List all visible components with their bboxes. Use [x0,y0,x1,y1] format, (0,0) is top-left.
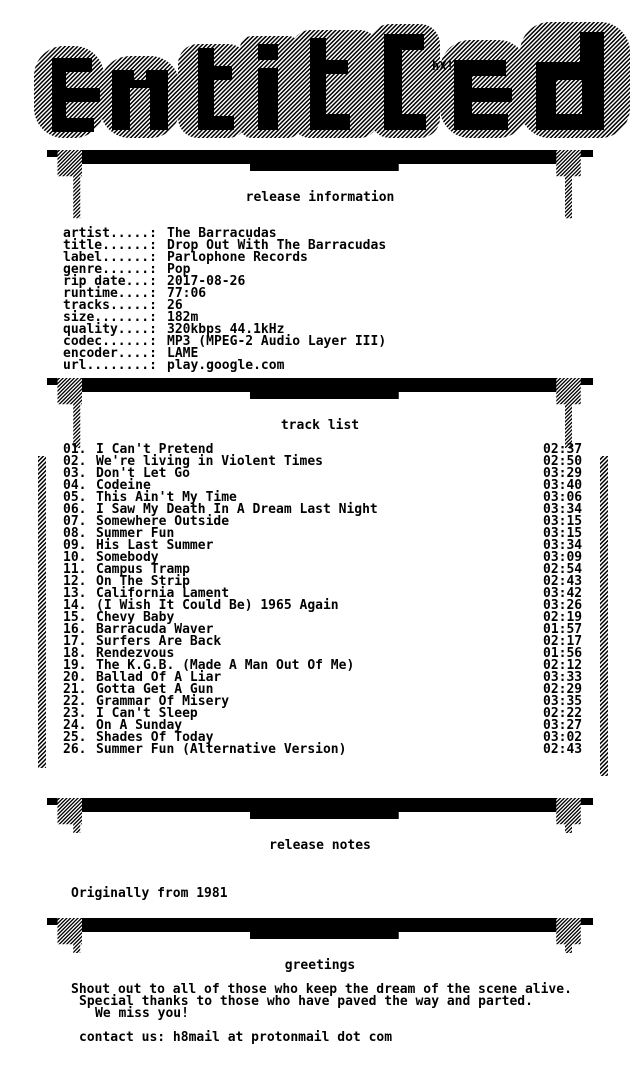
track-title: I Can't Pretend [96,442,214,457]
track-duration: 01:56 [543,646,583,661]
release-info-key: codec......: [63,334,157,349]
greetings-line-3: We miss you! [95,1006,189,1021]
track-title: Shades Of Today [96,730,214,745]
release-info-key: tracks.....: [63,298,157,313]
release-info-key: quality....: [63,322,157,337]
track-duration: 02:50 [543,454,583,469]
track-title: Summer Fun (Alternative Version) [96,742,347,757]
track-number: 25. [63,730,87,745]
heading-greetings: greetings [284,958,356,973]
track-duration: 03:27 [543,718,583,733]
track-number: 16. [63,622,87,637]
track-number: 24. [63,718,87,733]
track-title: Rendezvous [96,646,175,661]
track-title: This Ain't My Time [96,490,237,505]
track-title: His Last Summer [96,538,214,553]
track-number: 14. [63,598,87,613]
release-info-value: 2017-08-26 [167,274,246,289]
track-number: 17. [63,634,87,649]
track-number: 07. [63,514,87,529]
section-divider [0,918,640,988]
track-number: 15. [63,610,87,625]
track-title: I Saw My Death In A Dream Last Night [96,502,378,517]
greetings-line-1: Shout out to all of those who keep the dream of the scene alive. [71,982,572,997]
track-number: 06. [63,502,87,517]
track-number: 19. [63,658,87,673]
release-info-value: play.google.com [167,358,285,373]
track-title: Don't Let Go [96,466,190,481]
track-title: On The Strip [96,574,190,589]
section-divider [0,798,640,868]
track-title: Grammar Of Misery [96,694,230,709]
track-number: 12. [63,574,87,589]
track-number: 09. [63,538,87,553]
logo-tag: hX! [432,59,454,73]
release-notes-text: Originally from 1981 [71,886,228,901]
release-info-value: 26 [167,298,183,313]
release-info-key: url........: [63,358,157,373]
track-duration: 02:29 [543,682,583,697]
track-duration: 02:22 [543,706,583,721]
track-title: Campus Tramp [96,562,190,577]
track-duration: 03:34 [543,538,583,553]
release-info-value: Pop [167,262,191,277]
track-title: I Can't Sleep [96,706,198,721]
track-number: 13. [63,586,87,601]
release-info-key: encoder....: [63,346,157,361]
track-number: 08. [63,526,87,541]
track-duration: 02:17 [543,634,583,649]
track-number: 26. [63,742,87,757]
track-duration: 03:40 [543,478,583,493]
release-info-value: 77:06 [167,286,207,301]
contact-line: contact us: h8mail at protonmail dot com [79,1030,393,1045]
section-divider [0,150,640,220]
track-title: Ballad Of A Liar [96,670,222,685]
track-number: 04. [63,478,87,493]
track-title: (I Wish It Could Be) 1965 Again [96,598,339,613]
heading-release-info: release information [245,190,395,205]
track-number: 11. [63,562,87,577]
heading-track-list: track list [280,418,360,433]
release-info-key: label......: [63,250,157,265]
track-number: 22. [63,694,87,709]
release-info-key: size.......: [63,310,157,325]
track-duration: 03:06 [543,490,583,505]
track-duration: 03:34 [543,502,583,517]
track-duration: 03:09 [543,550,583,565]
release-info-key: artist.....: [63,226,157,241]
release-info-value: MP3 (MPEG-2 Audio Layer III) [167,334,387,349]
track-title: Codeine [96,478,151,493]
logo [0,0,640,150]
release-info-key: genre......: [63,262,157,277]
track-number: 01. [63,442,87,457]
track-number: 18. [63,646,87,661]
track-title: We're living in Violent Times [96,454,323,469]
release-info-value: Parlophone Records [167,250,308,265]
track-number: 21. [63,682,87,697]
section-divider [0,378,640,448]
track-duration: 03:26 [543,598,583,613]
release-info-value: 182m [167,310,199,325]
track-title: Somewhere Outside [96,514,230,529]
track-duration: 02:43 [543,742,583,757]
track-duration: 02:54 [543,562,583,577]
track-duration: 03:35 [543,694,583,709]
greetings-line-2: Special thanks to those who have paved the way and parted. [79,994,533,1009]
release-info-value: Drop Out With The Barracudas [167,238,387,253]
track-duration: 02:43 [543,574,583,589]
release-info-value: The Barracudas [167,226,277,241]
track-number: 10. [63,550,87,565]
track-title: On A Sunday [96,718,183,733]
track-duration: 03:33 [543,670,583,685]
track-title: Summer Fun [96,526,175,541]
track-title: Barracuda Waver [96,622,214,637]
release-info-value: 320kbps 44.1kHz [167,322,285,337]
heading-release-notes: release notes [269,838,371,853]
track-duration: 01:57 [543,622,583,637]
track-number: 05. [63,490,87,505]
track-duration: 03:15 [543,526,583,541]
track-title: Surfers Are Back [96,634,222,649]
release-info-key: rip date...: [63,274,157,289]
track-title: Chevy Baby [96,610,175,625]
track-duration: 03:29 [543,466,583,481]
track-duration: 03:42 [543,586,583,601]
track-duration: 02:37 [543,442,583,457]
track-duration: 03:15 [543,514,583,529]
track-title: The K.G.B. (Made A Man Out Of Me) [96,658,355,673]
release-info-value: LAME [167,346,199,361]
track-title: Somebody [96,550,159,565]
track-duration: 03:02 [543,730,583,745]
track-title: California Lament [96,586,230,601]
track-number: 02. [63,454,87,469]
release-info-key: title......: [63,238,157,253]
track-title: Gotta Get A Gun [96,682,214,697]
track-duration: 02:12 [543,658,583,673]
logo-letters [34,22,630,138]
track-number: 03. [63,466,87,481]
track-duration: 02:19 [543,610,583,625]
track-number: 23. [63,706,87,721]
release-info-key: runtime....: [63,286,157,301]
track-number: 20. [63,670,87,685]
